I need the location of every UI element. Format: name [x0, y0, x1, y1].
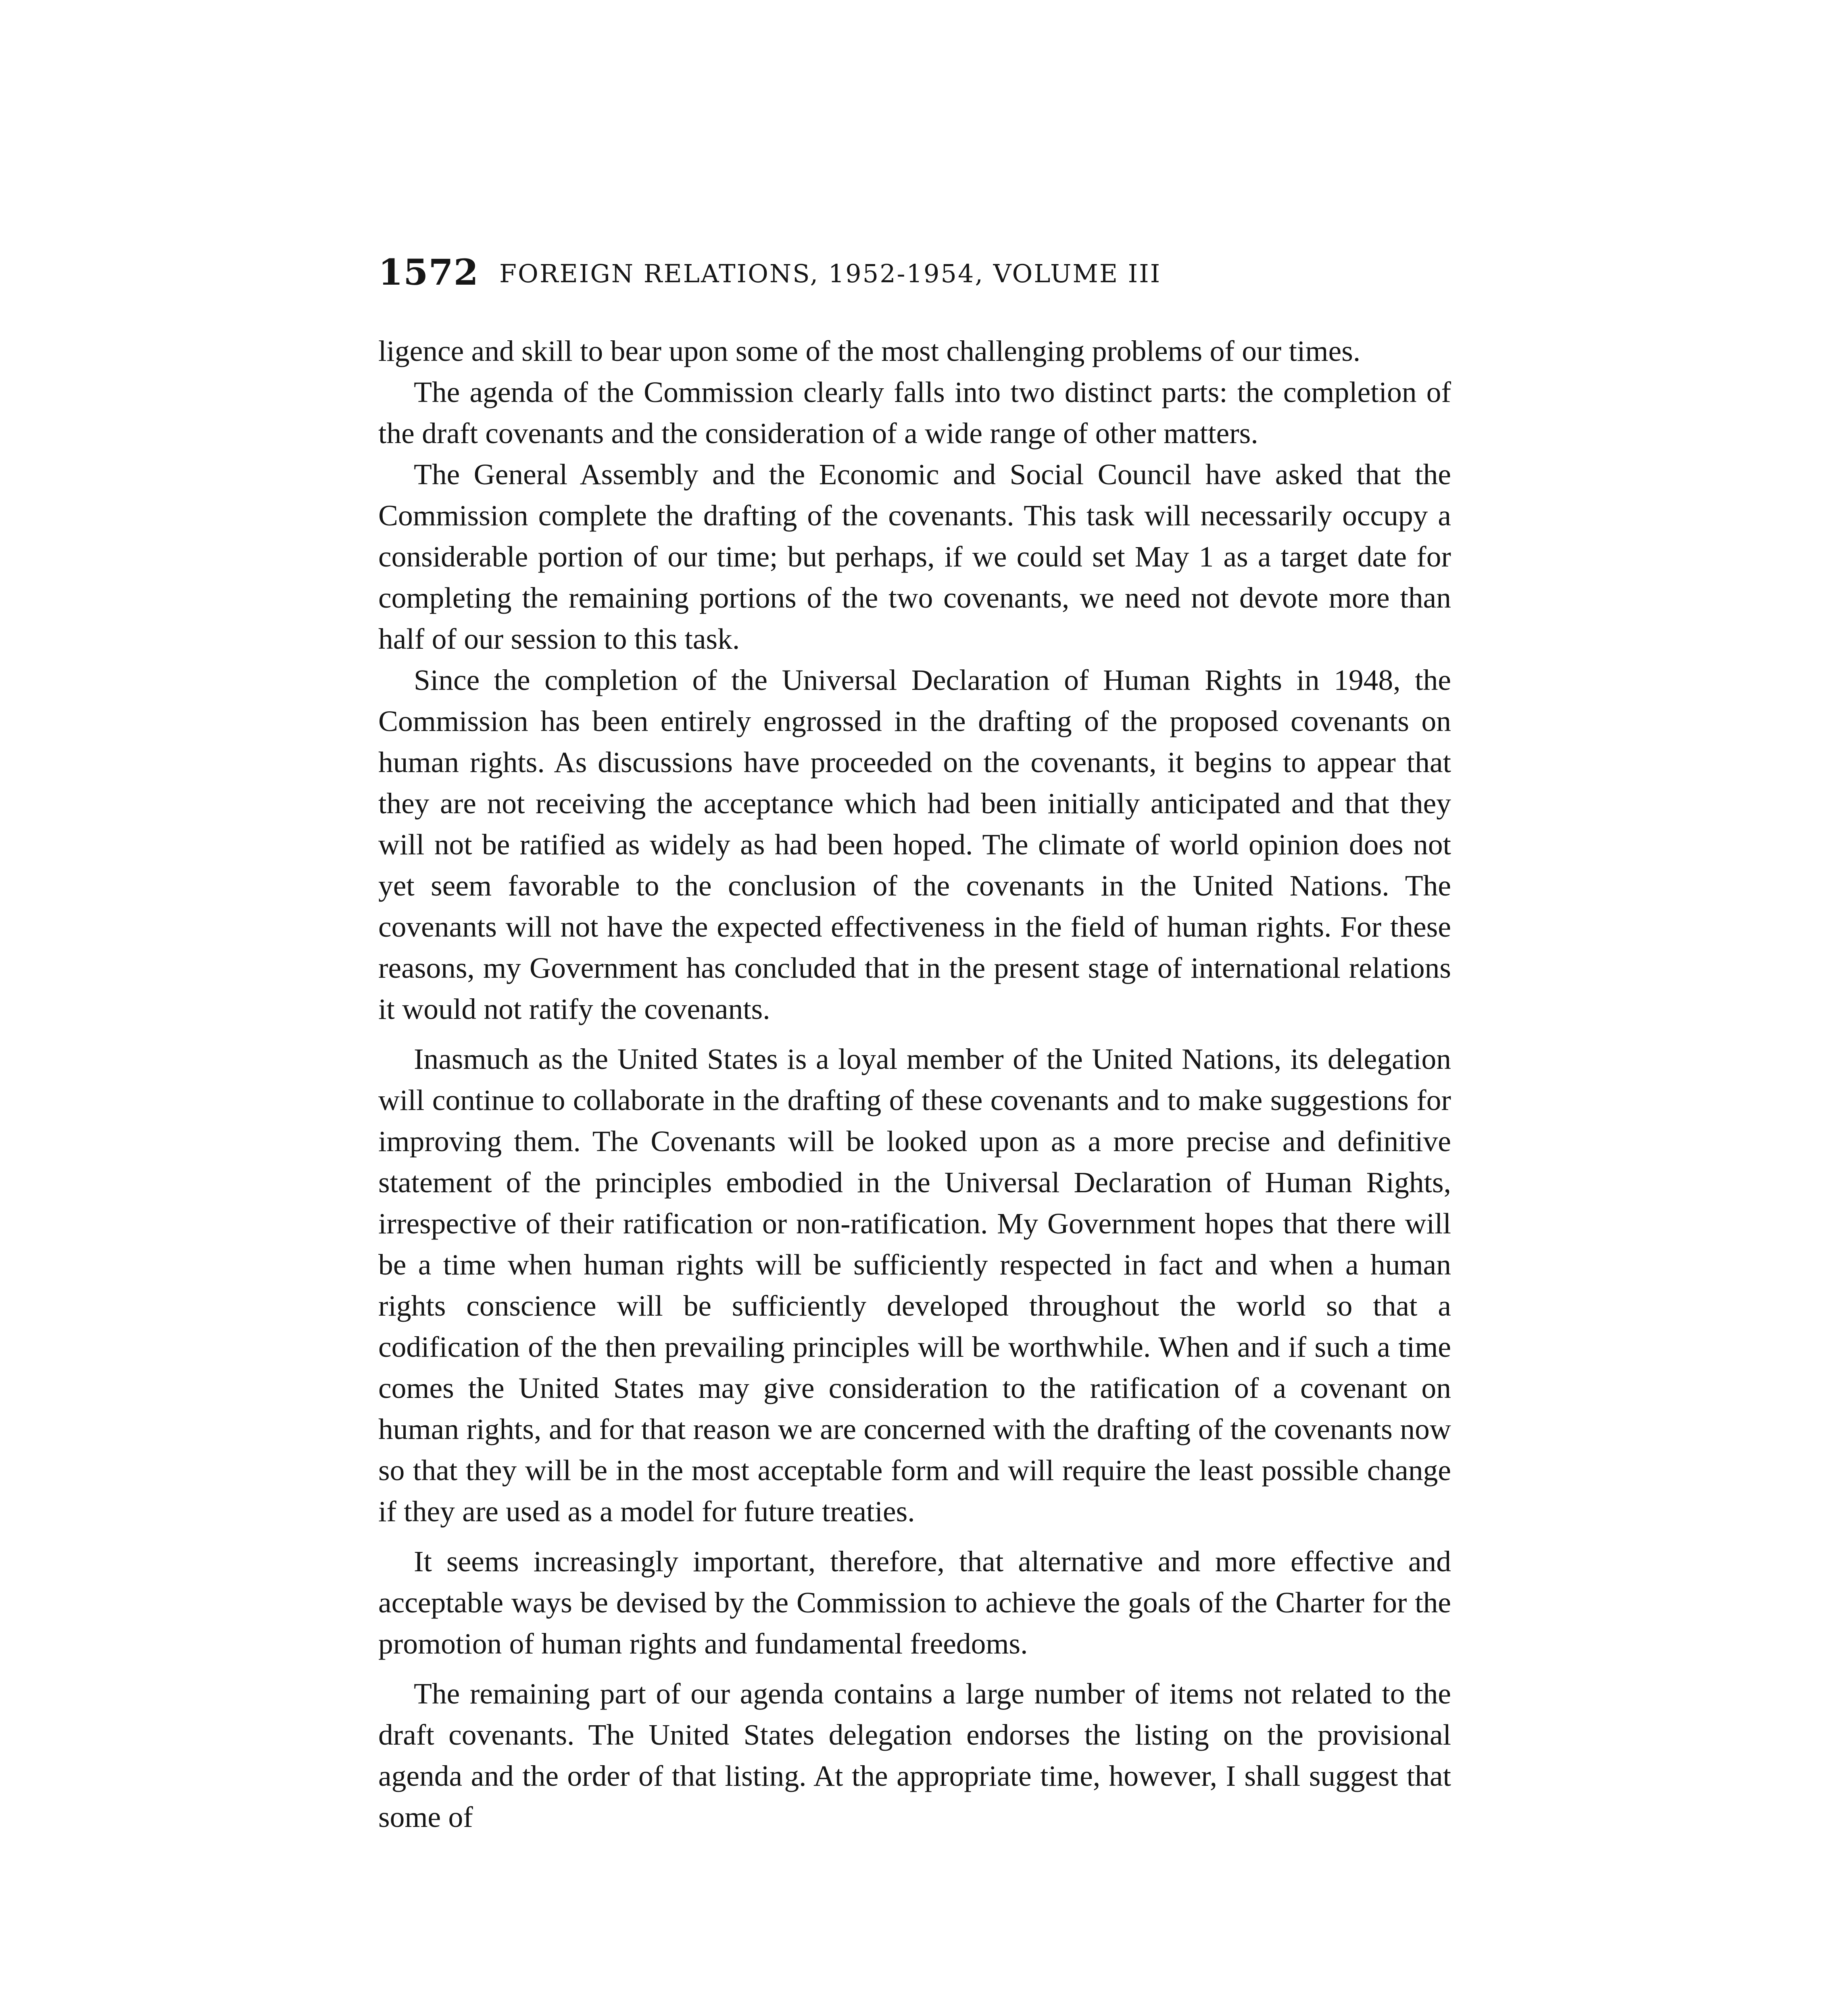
paragraph-alternative-ways: It seems increasingly important, therefore, that alternative and more effective and acceptable ways be devised by the Commission to achieve the goals of the Charter for the promotion of human rights and fundamental freedoms. — [378, 1545, 1451, 1660]
paragraph-covenants-status: Since the completion of the Universal Declaration of Human Rights in 1948, the Commission has been entirely engrossed in the drafting of the proposed covenants on human rights. As discussions have proceeded on the covenants, it begins to appear that they are not receiving the acceptance which had been initially anticipated and that they will not be ratified as widely as had been hoped. The climate of world opinion does not yet seem favorable to the conclusion of the covenants in the United Nations. The covenants will not have the expected effectiveness in the field of human rights. For these reasons, my Government has concluded that in the present stage of international relations it would not ratify the covenants. — [378, 664, 1451, 1025]
paragraph-us-position: Inasmuch as the United States is a loyal member of the United Nations, its delegation will continue to collaborate in the drafting of these covenants and to make suggestions for improving them. The Covenants will be looked upon as a more precise and definitive statement of the principles embodied in the Universal Declaration of Human Rights, irrespective of their ratification or non-ratification. My Government hopes that there will be a time when human rights will be sufficiently respected in fact and when a human rights conscience will be sufficiently developed throughout the world so that a codification of the then prevailing principles will be worthwhile. When and if such a time comes the United States may give consideration to the ratification of a covenant on human rights, and for that reason we are concerned with the drafting of the covenants now so that they will be in the most acceptable form and will require the least possible change if they are used as a model for future treaties. — [378, 1043, 1451, 1528]
paragraph-remaining-agenda: The remaining part of our agenda contains a large number of items not related to the draft covenants. The United States delegation endorses the listing on the provisional agenda and the order of that listing. At the appropriate time, however, I shall suggest that some of — [378, 1677, 1451, 1833]
running-head — [378, 250, 1447, 302]
page-number: 1572 — [378, 251, 479, 293]
paragraph-drafting-task: The General Assembly and the Economic and Social Council have asked that the Commission complete the drafting of the covenants. This task will necessarily occupy a considerable portion of our time; but perhaps, if we could set May 1 as a target date for completing the remaining portions of the two covenants, we need not devote more than half of our session to this task. — [378, 458, 1451, 655]
paragraph-continuation: ligence and skill to bear upon some of the most challenging problems of our times. — [378, 335, 1361, 367]
paragraph-agenda-parts: The agenda of the Commission clearly falls into two distinct parts: the completion of the draft covenants and the consideration of a wide range of other matters. — [378, 376, 1451, 450]
running-title: FOREIGN RELATIONS, 1952-1954, VOLUME III — [499, 259, 1161, 288]
body-text — [378, 331, 1451, 1838]
